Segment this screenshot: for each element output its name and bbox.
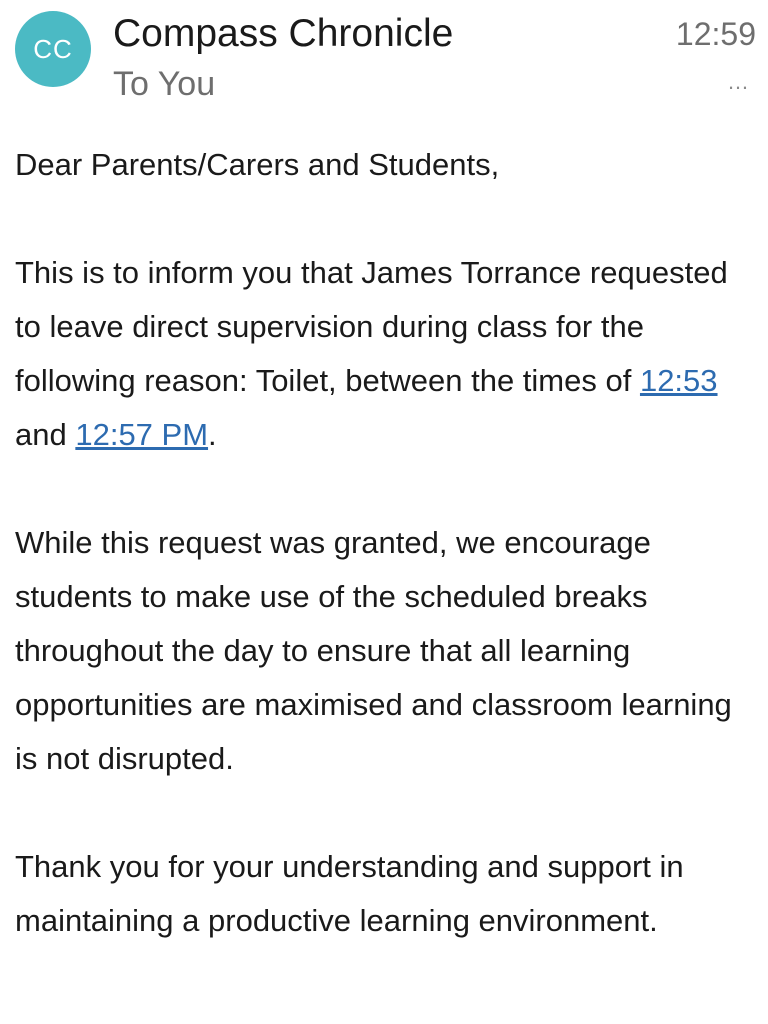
more-options-icon[interactable]: … xyxy=(727,69,750,94)
sender-name: Compass Chronicle xyxy=(113,12,454,55)
paragraph-thanks: Thank you for your understanding and support in maintaining a productive learning environment. xyxy=(15,849,684,938)
email-timestamp: 12:59 xyxy=(675,16,756,52)
recipient-label: To You xyxy=(113,65,216,103)
time-start-link[interactable]: 12:53 xyxy=(639,363,718,398)
greeting: Dear Parents/Carers and Students, xyxy=(15,147,500,182)
paragraph-encouragement: While this request was granted, we encourage students to make use of the scheduled breaks throughout the day to ensure that all learning opportunities are maximised and classroom learning is not disrupted. xyxy=(15,525,732,776)
time-end-link[interactable]: 12:57 PM xyxy=(75,417,209,452)
notice-period: . xyxy=(208,417,217,452)
email-header xyxy=(0,0,768,120)
notice-text: This is to inform you that James Torrance requested to leave direct supervision during class for the following reason: Toilet, between the times of xyxy=(15,255,728,398)
sender-avatar[interactable]: CC xyxy=(15,11,91,87)
notice-and: and xyxy=(15,417,76,452)
email-body xyxy=(15,138,755,948)
paragraph-notice xyxy=(15,246,755,462)
